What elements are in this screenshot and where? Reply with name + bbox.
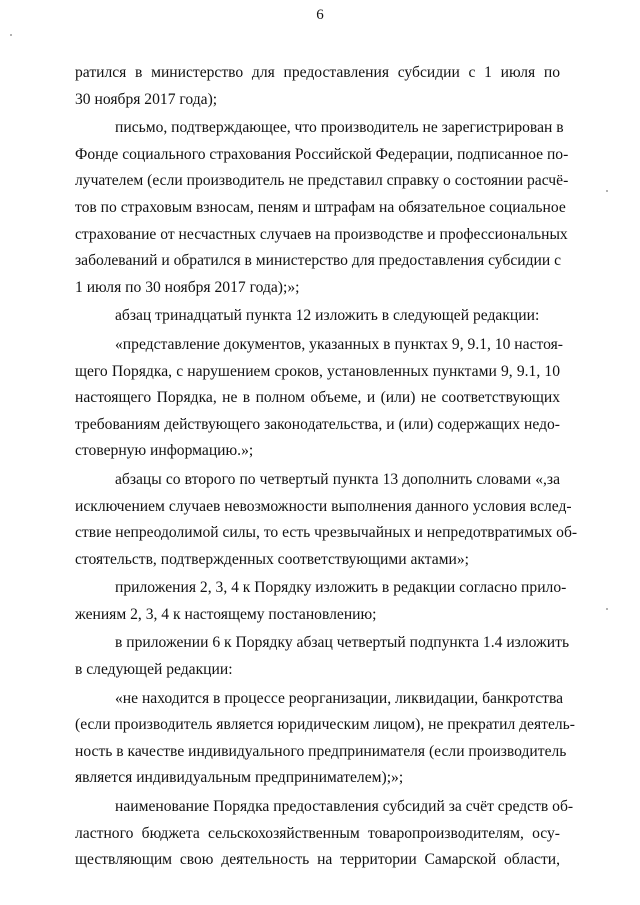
text-line: стоятельств, подтвержденных соответствующими актами»; [75,550,470,568]
text-line: Фонде социального страхования Российской Федерации, подписанное по- [75,145,569,163]
text-line: ществляющим свою деятельность на территории Самарской области, [75,851,560,869]
text-line: абзацы со второго по четвертый пункта 13 дополнить словами «,за [115,470,560,488]
text-line: заболеваний и обратился в министерство для предоставления субсидии с [75,252,562,270]
paragraph-clause-12-text [75,332,563,465]
text-line: ластного бюджета сельскохозяйственным товаропроизводителям, осу- [75,824,560,842]
text-line: стоверную информацию.»; [75,442,254,460]
page-number: 6 [316,7,324,23]
scan-speck [606,190,608,192]
text-line: ность в качестве индивидуального предпринимателя (если производитель [75,742,567,760]
paragraph-clause-13 [75,467,578,573]
text-line: приложения 2, 3, 4 к Порядку изложить в редакции согласно прило- [115,579,567,597]
paragraph-appendix-6-text [75,686,575,792]
text-line: (если производитель является юридическим лицом), не прекратил деятель- [75,716,575,734]
text-line: тов по страховым взносам, пеням и штрафам на обязательное социальное [75,198,566,216]
text-line: лучателем (если производитель не представил справку о состоянии расчё- [75,172,569,190]
text-line: исключением случаев невозможности выполнения данного условия вслед- [75,497,572,515]
text-line: ствие непреодолимой силы, то есть чрезвычайных и непредотвратимых об- [75,524,578,542]
paragraph-appendices [75,575,567,628]
text-line: в приложении 6 к Порядку абзац четвертый подпункта 1.4 изложить [115,634,570,652]
text-line: 30 ноября 2017 года); [75,90,218,108]
paragraph-clause-12 [75,303,560,330]
text-line: жениям 2, 3, 4 к настоящему постановлению; [75,605,377,623]
document-body [75,60,578,874]
text-line: письмо, подтверждающее, что производитель не зарегистрирован в [115,119,564,137]
text-line: настоящего Порядка, не в полном объеме, и (или) не соответствующих [75,389,560,407]
text-line: 1 июля по 30 ноября 2017 года);»; [75,278,300,296]
text-line: требованиям действующего законодательства, и (или) содержащих недо- [75,415,560,433]
text-line: «представление документов, указанных в пунктах 9, 9.1, 10 настоя- [115,335,563,353]
scan-speck [606,608,608,610]
paragraph-continuation [75,60,560,113]
text-line: наименование Порядка предоставления субсидий за счёт средств об- [115,798,574,816]
scan-speck [10,34,12,36]
text-line: является индивидуальным предпринимателем);»; [75,769,404,787]
paragraph-appendix-6 [75,630,570,683]
text-line: в следующей редакции: [75,661,233,679]
text-line: абзац тринадцатый пункта 12 изложить в следующей редакции: [115,307,540,325]
text-line: «не находится в процессе реорганизации, ликвидации, банкротства [115,689,564,707]
text-line: ратился в министерство для предоставления субсидии с 1 июля по [75,64,560,81]
text-line: щего Порядка, с нарушением сроков, установленных пунктами 9, 9.1, 10 [75,362,560,380]
paragraph-letter-fss [75,115,569,301]
text-line: страхование от несчастных случаев на производстве и профессиональных [75,225,568,243]
paragraph-procedure-name [75,794,574,874]
